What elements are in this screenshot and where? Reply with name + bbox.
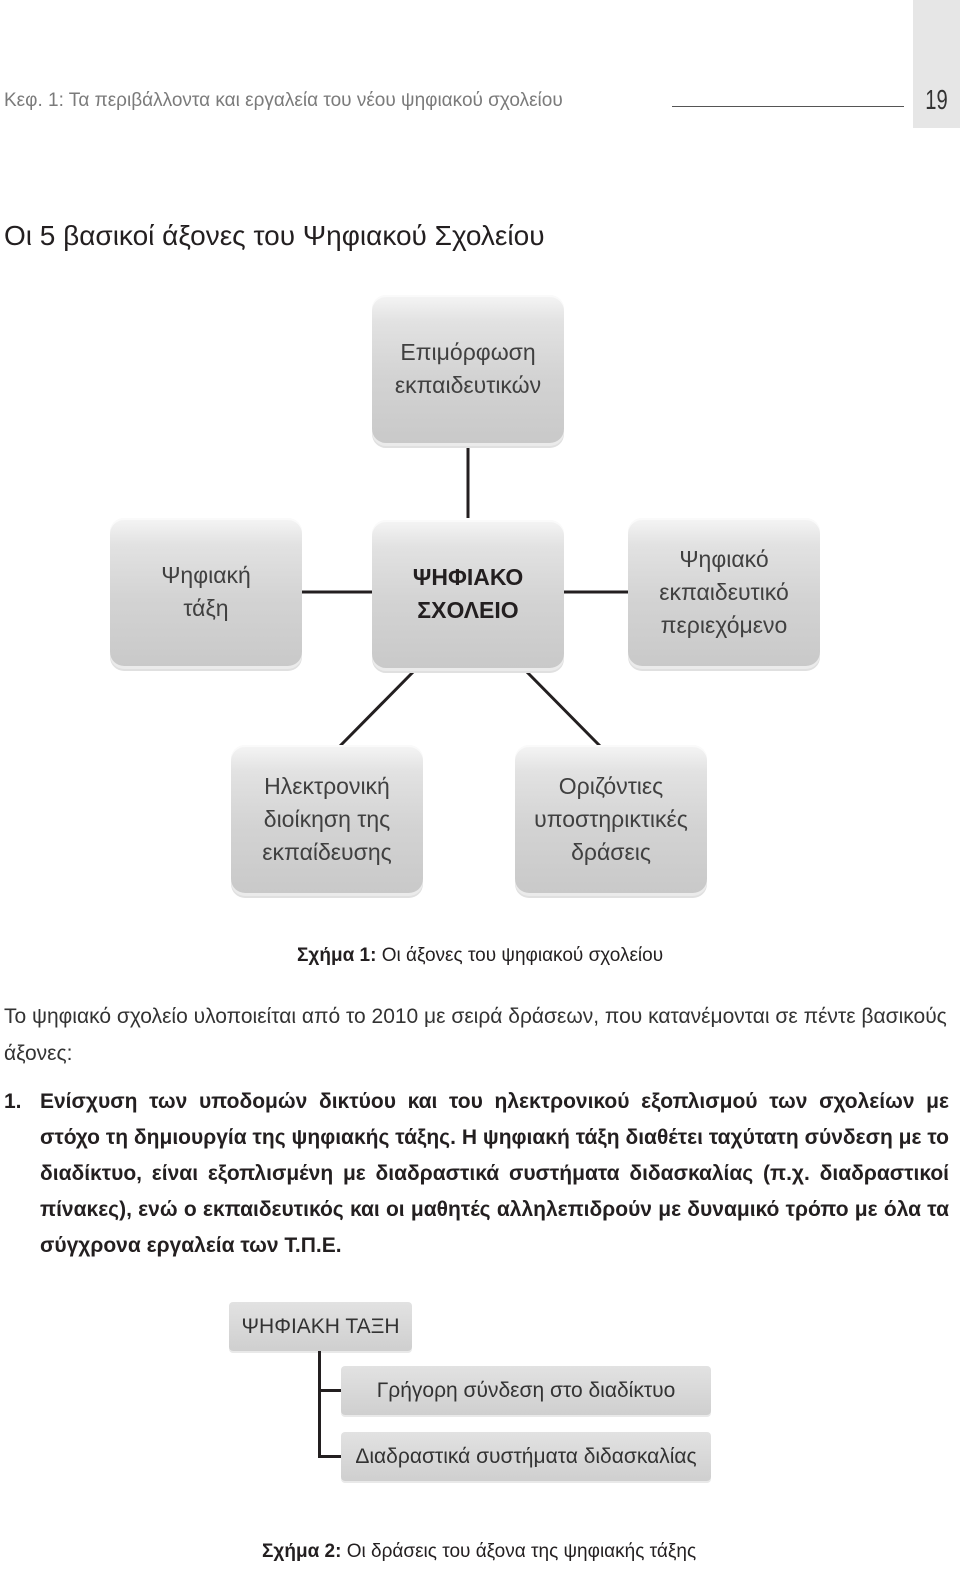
caption-text: Οι άξονες του ψηφιακού σχολείου	[376, 945, 664, 966]
page-number: 19	[925, 84, 948, 115]
node-teacher-training	[372, 295, 564, 443]
tree-child-box	[341, 1366, 711, 1415]
node-digital-school	[372, 520, 564, 668]
list-item-text: Ενίσχυση των υποδομών δικτύου και του ηλεκτρονικού εξοπλισμού των σχολείων με στόχο τη δημιουργία της ψηφιακής τάξης. Η ψηφιακή τάξη διαθέτει ταχύτατη σύνδεση με το διαδίκτυο, είναι εξοπλισμένη με διαδραστικά συστήματα διδασκαλίας (π.χ. διαδραστικοί πίνακες), ενώ ο εκπαιδευτικός και οι μαθητές αλληλεπιδρούν με δυναμικό τρόπο με όλα τα σύγχρονα εργαλεία των Τ.Π.Ε.	[40, 1090, 949, 1257]
figure-2-caption	[262, 1541, 696, 1563]
running-head: Κεφ. 1: Τα περιβάλλοντα και εργαλεία του νέου ψηφιακού σχολείου	[4, 90, 563, 111]
connector-bottom-left	[340, 669, 416, 746]
tree-child-label: Γρήγορη σύνδεση στο διαδίκτυο	[376, 1378, 676, 1402]
figure-1-diagram	[0, 290, 960, 910]
connector-bottom-right	[524, 669, 600, 746]
section-title: Οι 5 βασικοί άξονες του Ψηφιακού Σχολείου	[4, 220, 545, 251]
node-label: Επιμόρφωση εκπαιδευτικών	[394, 339, 542, 398]
tree-root-label: ΨΗΦΙΑΚΗ ΤΑΞΗ	[241, 1314, 400, 1338]
header-rule	[672, 106, 904, 107]
tree-branch-line	[318, 1455, 341, 1458]
node-label: Οριζόντιες υποστηρικτικές δράσεις	[534, 772, 688, 865]
node-label: Ηλεκτρονική διοίκηση της εκπαίδευσης	[262, 772, 392, 865]
tree-child-box	[341, 1432, 711, 1481]
node-label: Ψηφιακή τάξη	[161, 562, 251, 621]
caption-text: Οι δράσεις του άξονα της ψηφιακής τάξης	[341, 1541, 697, 1562]
node-label: ΨΗΦΙΑΚΟ ΣΧΟΛΕΙΟ	[412, 564, 524, 623]
list-item	[4, 1084, 949, 1264]
caption-label: Σχήμα 1:	[297, 945, 377, 966]
node-label: Ψηφιακό εκπαιδευτικό περιεχόμενο	[659, 545, 789, 638]
list-item-number: 1.	[4, 1090, 22, 1113]
node-support-actions	[515, 745, 707, 893]
node-e-administration	[231, 745, 423, 893]
tree-child-label: Διαδραστικά συστήματα διδασκαλίας	[355, 1444, 697, 1468]
tree-branch-line	[318, 1389, 341, 1392]
tree-vertical-line	[318, 1351, 321, 1457]
figure-1-caption	[297, 945, 663, 967]
node-digital-content	[628, 518, 820, 666]
tree-root-box	[229, 1302, 412, 1351]
intro-paragraph: Το ψηφιακό σχολείο υλοποιείται από το 2010 με σειρά δράσεων, που κατανέμονται σε πέντε βασικούς άξονες:	[4, 1005, 947, 1065]
node-digital-classroom	[110, 518, 302, 666]
caption-label: Σχήμα 2:	[262, 1541, 342, 1562]
